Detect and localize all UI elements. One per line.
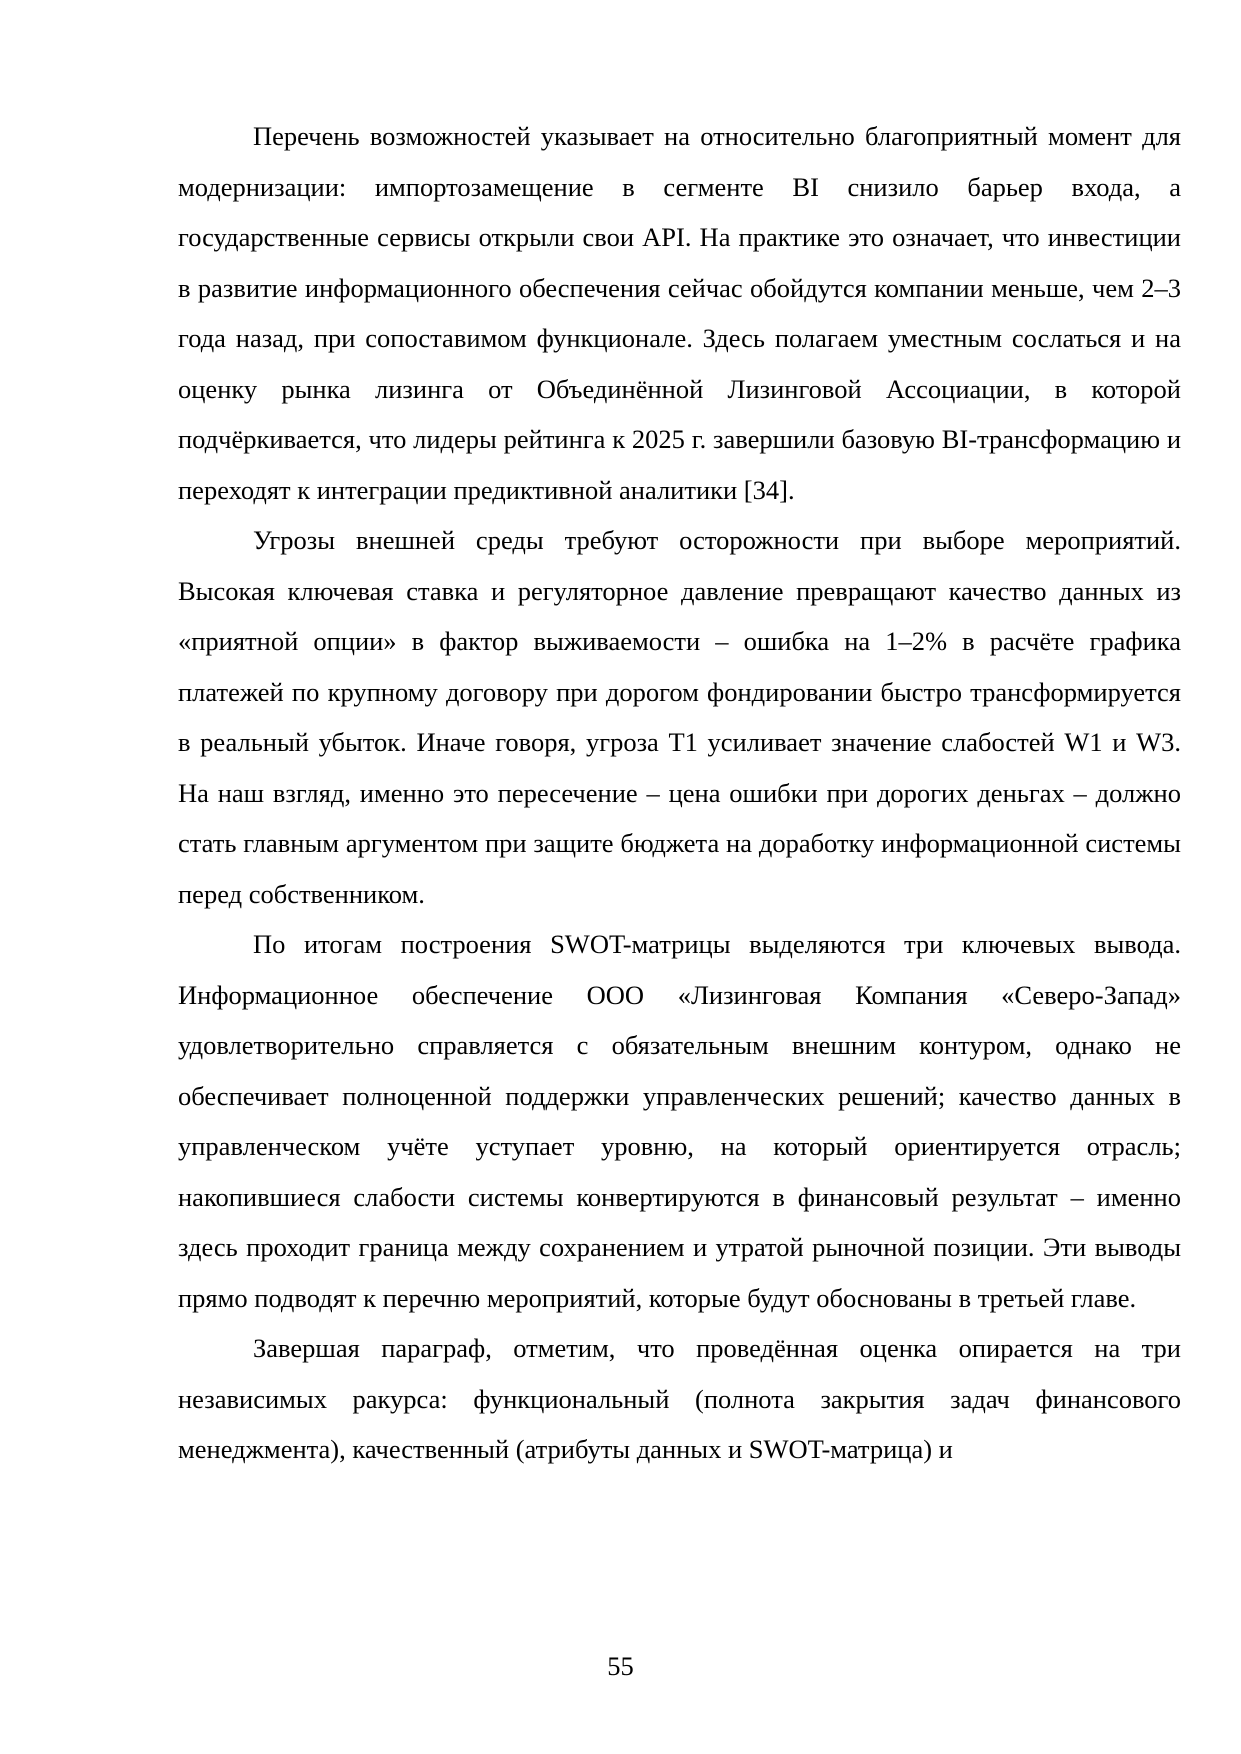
paragraph-opportunities: Перечень возможностей указывает на относительно благоприятный момент для модернизации: импортозамещение в сегменте BI снизило барьер входа, а государственные сервисы открыли свои API. На практике это означает, что инвестиции в развитие информационного обеспечения сейчас обойдутся компании меньше, чем 2–3 года назад, при сопоставимом функционале. Здесь полагаем уместным сослаться и на оценку рынка лизинга от Объединённой Лизинговой Ассоциации, в которой подчёркивается, что лидеры рейтинга к 2025 г. завершили базовую BI-трансформацию и переходят к интеграции предиктивной аналитики [34].	[178, 121, 1181, 505]
page-body	[178, 111, 1181, 1475]
page-number: 55	[607, 1651, 634, 1681]
paragraph-swot-conclusions: По итогам построения SWOT-матрицы выделяются три ключевых вывода. Информационное обеспечение ООО «Лизинговая Компания «Северо-Запад» удовлетворительно справляется с обязательным внешним контуром, однако не обеспечивает полноценной поддержки управленческих решений; качество данных в управленческом учёте уступает уровню, на который ориентируется отрасль; накопившиеся слабости системы конвертируются в финансовый результат – именно здесь проходит граница между сохранением и утратой рыночной позиции. Эти выводы прямо подводят к перечню мероприятий, которые будут обоснованы в третьей главе.	[178, 929, 1181, 1313]
paragraph-closing: Завершая параграф, отметим, что проведённая оценка опирается на три независимых ракурса: функциональный (полнота закрытия задач финансового менеджмента), качественный (атрибуты данных и SWOT-матрица) и	[178, 1333, 1181, 1464]
paragraph-threats: Угрозы внешней среды требуют осторожности при выборе мероприятий. Высокая ключевая ставка и регуляторное давление превращают качество данных из «приятной опции» в фактор выживаемости – ошибка на 1–2% в расчёте графика платежей по крупному договору при дорогом фондировании быстро трансформируется в реальный убыток. Иначе говоря, угроза T1 усиливает значение слабостей W1 и W3. На наш взгляд, именно это пересечение – цена ошибки при дорогих деньгах – должно стать главным аргументом при защите бюджета на доработку информационной системы перед собственником.	[178, 525, 1181, 909]
